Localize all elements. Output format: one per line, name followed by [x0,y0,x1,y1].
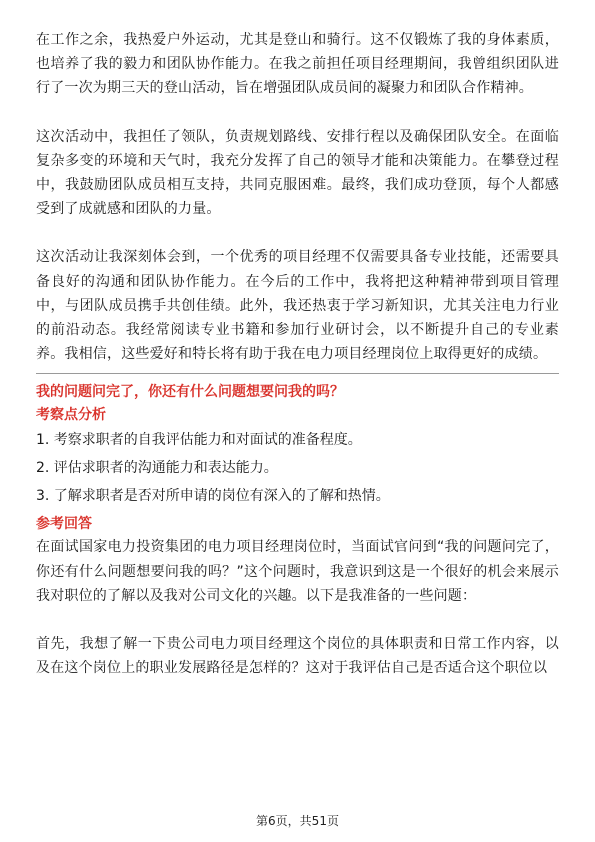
analysis-point: 2. 评估求职者的沟通能力和表达能力。 [36,460,278,477]
paragraph-hobbies: 在工作之余，我热爱户外运动，尤其是登山和骑行。这不仅锻炼了我的身体素质，也培养了我的毅力和团队协作能力。在我之前担任项目经理期间，我曾组织团队进行了一次为期三天的登山活动，旨在增强团队成员间的凝聚力和团队合作精神。 [36,32,559,97]
answer-heading: 参考回答 [36,516,92,533]
analysis-point: 1. 考察求职者的自我评估能力和对面试的准备程度。 [36,432,362,449]
paragraph-activity: 这次活动中，我担任了领队，负责规划路线、安排行程以及确保团队安全。在面临复杂多变的环境和天气时，我充分发挥了自己的领导才能和决策能力。在攀登过程中，我鼓励团队成员相互支持，共同克服困难。最终，我们成功登顶，每个人都感受到了成就感和团队的力量。 [36,128,559,218]
document-page [36,28,559,680]
analysis-heading: 考察点分析 [36,407,106,424]
section-divider [36,373,559,374]
page-number: 第6页，共51页 [256,814,339,828]
answer-paragraph: 首先，我想了解一下贵公司电力项目经理这个岗位的具体职责和日常工作内容，以及在这个岗位上的职业发展路径是怎样的？这对于我评估自己是否适合这个职位以 [36,636,559,677]
paragraph-reflection: 这次活动让我深刻体会到，一个优秀的项目经理不仅需要具备专业技能，还需要具备良好的沟通和团队协作能力。在今后的工作中，我将把这种精神带到项目管理中，与团队成员携手共创佳绩。此外，我还热衷于学习新知识，尤其关注电力行业的前沿动态。我经常阅读专业书籍和参加行业研讨会，以不断提升自己的专业素养。我相信，这些爱好和特长将有助于我在电力项目经理岗位上取得更好的成绩。 [36,249,559,363]
interview-question: 我的问题问完了，你还有什么问题想要问我的吗？ [36,384,344,401]
analysis-point: 3. 了解求职者是否对所申请的岗位有深入的了解和热情。 [36,488,390,505]
answer-paragraph: 在面试国家电力投资集团的电力项目经理岗位时，当面试官问到“我的问题问完了，你还有什么问题想要问我的吗？”这个问题时，我意识到这是一个很好的机会来展示我对职位的了解以及我对公司文化的兴趣。以下是我准备的一些问题： [36,539,559,604]
